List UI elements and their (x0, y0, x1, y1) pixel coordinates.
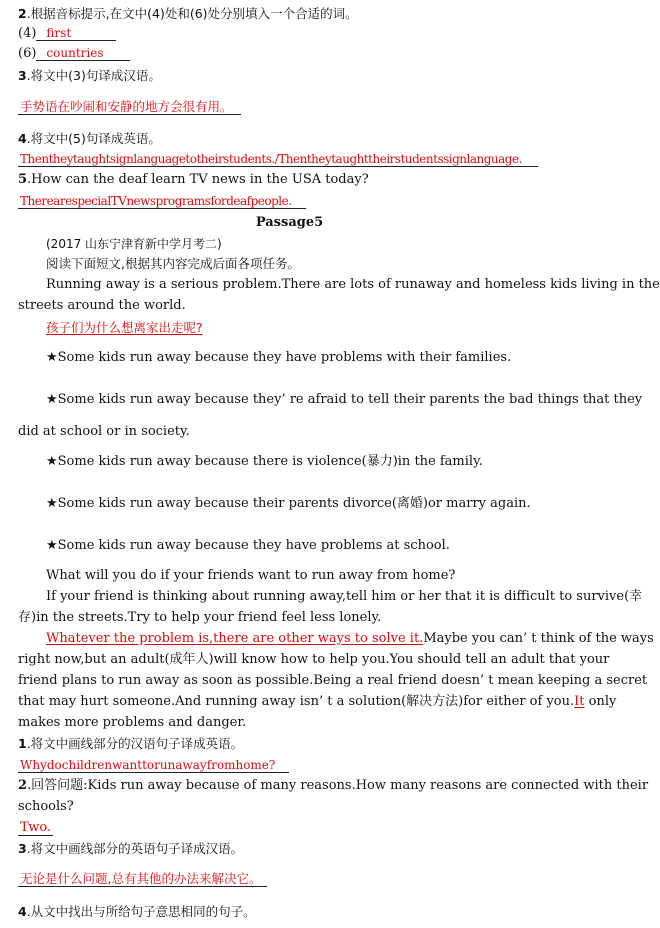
answer-6: countries (36, 46, 130, 61)
passage-title: Passage5 (255, 215, 324, 230)
bullet-3: ★ Some kids run away because there is violence(暴力)in the family. (46, 452, 569, 472)
q2-top-answer6: (6) countries (18, 44, 569, 64)
q5-top-prompt: 5.How can the deaf learn TV news in the USA today? (18, 172, 369, 187)
q3-prompt: 3.将文中画线部分的英语句子译成汉语。 (18, 841, 244, 856)
q3-top-answer: 手势语在吵闹和安静的地方会很有用。 (18, 97, 569, 117)
q4-top-prompt: 4.将文中(5)句译成英语。 (18, 131, 161, 146)
star-icon (46, 350, 58, 365)
star-icon (46, 538, 58, 553)
underlined-sentence: Whatever the problem is,there are other ways to solve it. (46, 631, 424, 646)
answer-4: first (36, 26, 116, 41)
bullet-5: ★ Some kids run away because they have problems at school. (46, 536, 569, 556)
p2: What will you do if your friends want to run away from home? (46, 568, 456, 583)
cn-question: 孩子们为什么想离家出走呢? (46, 320, 203, 335)
q5-top-answer: TherearespecialTVnewsprogramsfordeafpeople. (18, 191, 569, 211)
p4-line-d: that may hurt someone.And running away isn’ t a solution(解决方法)for either of you.It only (18, 694, 617, 709)
q3-answer: 无论是什么问题,总有其他的办法来解决它。 (18, 869, 569, 889)
q2-answer: Two. (20, 820, 52, 835)
bullet-4: ★ Some kids run away because their parents divorce(离婚)or marry again. (46, 494, 569, 514)
q2-prompt-a: 2.回答问题:Kids run away because of many reasons.How many reasons are connected with their (18, 778, 649, 793)
star-icon (46, 496, 58, 511)
p4-line-b: right now,but an adult(成年人)will know how to help you.You should tell an adult that your (18, 652, 610, 667)
passage-instruction: 阅读下面短文,根据其内容完成后面各项任务。 (46, 256, 300, 271)
p3-line-b: 存)in the streets.Try to help your friend feel less lonely. (18, 610, 382, 625)
bullet-2a: ★ Some kids run away because they’ re afraid to tell their parents the bad things that they (46, 390, 569, 410)
p4-line-e: makes more problems and danger. (18, 715, 247, 730)
q4-prompt: 4.从文中找出与所给句子意思相同的句子。 (18, 904, 256, 919)
q2-prompt-b: schools? (18, 799, 74, 814)
star-icon (46, 454, 58, 469)
q4-top-answer: Thentheytaughtsignlanguagetotheirstudents./Thentheytaughttheirstudentssignlanguage. (18, 149, 569, 169)
p3-line-a: If your friend is thinking about running away,tell him or her that it is difficult to survive(幸 (46, 589, 643, 604)
q2-top-prompt: 2.根据音标提示,在文中(4)处和(6)处分别填入一个合适的词。 (18, 6, 358, 21)
q1-prompt: 1.将文中画线部分的汉语句子译成英语。 (18, 736, 244, 751)
p1-line-b: streets around the world. (18, 298, 186, 313)
q3-top-prompt: 3.将文中(3)句译成汉语。 (18, 68, 161, 83)
p4-line-a: Whatever the problem is,there are other ways to solve it.Maybe you can’ t think of the ways (46, 631, 654, 646)
p1-line-a: Running away is a serious problem.There are lots of runaway and homeless kids living in the (46, 277, 660, 292)
bullet-2b: did at school or in society. (18, 424, 190, 439)
q2-top-answer4: (4) first (18, 24, 569, 44)
star-icon (46, 392, 58, 407)
p4-line-c: friend plans to run away as soon as possible.Being a real friend doesn’ t mean keeping a secret (18, 673, 648, 688)
q1-answer: Whydochildrenwanttorunawayfromhome? (18, 755, 569, 775)
passage-source: (2017 山东宁津育新中学月考二) (46, 237, 222, 251)
bullet-1: ★ Some kids run away because they have problems with their families. (46, 348, 569, 368)
